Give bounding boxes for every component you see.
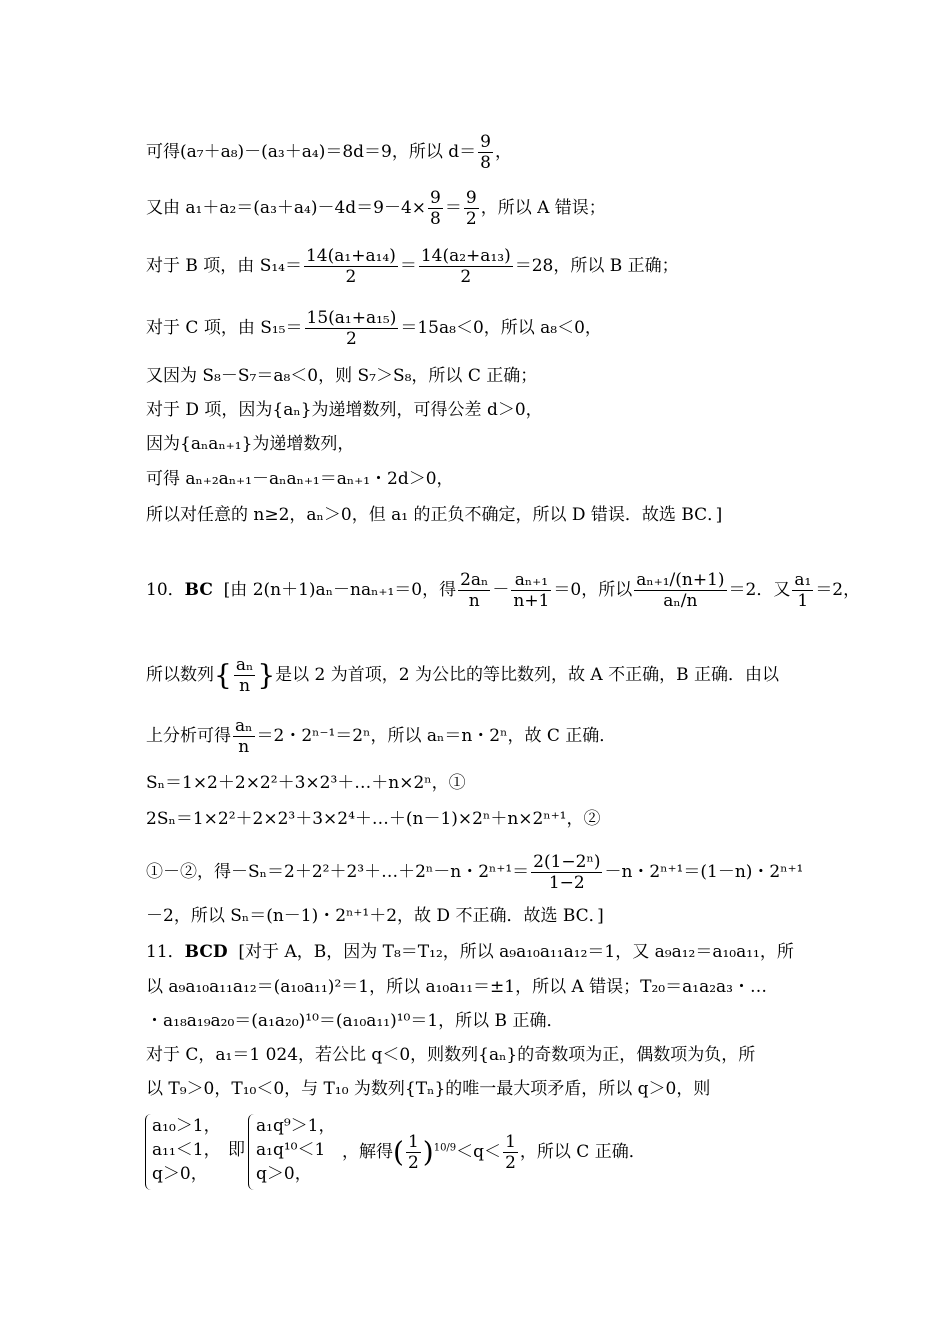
system-row: a₁q⁹＞1， [256, 1116, 336, 1136]
fraction [634, 570, 726, 611]
numerator: 9 [430, 188, 441, 208]
line-7: 因为{aₙaₙ₊₁}为递增数列， [146, 434, 355, 454]
numerator: 9 [480, 132, 491, 152]
denominator: 1−2 [548, 873, 585, 893]
text: ＝2．又 [728, 580, 791, 600]
denominator: 2 [465, 209, 477, 229]
numerator: 2aₙ [460, 570, 489, 590]
system-row: a₁₀＞1， [152, 1116, 221, 1136]
line-22 [342, 1132, 646, 1173]
text: 所以数列 [146, 665, 214, 685]
text: 对于 C 项，由 S₁₅＝ [146, 318, 303, 338]
text: ＝ [444, 198, 462, 218]
numerator: a₁ [794, 570, 812, 590]
numerator: aₙ₊₁/(n+1) [636, 570, 725, 590]
line-9: 所以对任意的 n≥2，aₙ＞0，但 a₁ 的正负不确定，所以 D 错误．故选 BC．] [146, 505, 723, 525]
text: ＜q＜ [456, 1142, 502, 1162]
line-15 [146, 852, 803, 893]
system-row: q＞0， [152, 1164, 208, 1184]
system-row: q＞0， [256, 1164, 312, 1184]
line-2 [146, 188, 606, 229]
fraction [419, 246, 513, 287]
brace-close: } [257, 658, 276, 692]
line-19: ・a₁₈a₁₉a₂₀＝(a₁a₂₀)¹⁰＝(a₁₀a₁₁)¹⁰＝1，所以 B 正确． [146, 1011, 564, 1031]
denominator: aₙ/n [663, 591, 698, 611]
text: 又由 a₁＋a₂＝(a₃＋a₄)－4d＝9－4× [146, 198, 427, 218]
system-1 [152, 1114, 221, 1186]
text: －n・2ⁿ⁺¹＝(1－n)・2ⁿ⁺¹ [604, 862, 804, 882]
text: 是以 2 为首项，2 为公比的等比数列，故 A 不正确，B 正确．由以 [275, 665, 779, 685]
line-20: 对于 C，a₁＝1 024，若公比 q＜0，则数列{aₙ}的奇数项为正，偶数项为负，所 [146, 1045, 756, 1065]
denominator: n [468, 591, 480, 611]
system-row: a₁q¹⁰＜1 [256, 1140, 326, 1160]
system-2 [256, 1114, 335, 1186]
denominator: 8 [430, 209, 441, 229]
fraction [511, 570, 551, 611]
line-13: Sₙ＝1×2＋2×2²＋3×2³＋…＋n×2ⁿ，① [146, 773, 466, 793]
numerator: 9 [465, 188, 477, 208]
text: ＝28，所以 B 正确； [514, 256, 679, 276]
text: ＝15a₈＜0，所以 a₈＜0， [400, 318, 602, 338]
line-8: 可得 aₙ₊₂aₙ₊₁－aₙaₙ₊₁＝aₙ₊₁・2d＞0， [146, 469, 454, 489]
line-5: 又因为 S₈－S₇＝a₈＜0，则 S₇＞S₈，所以 C 正确； [146, 366, 538, 386]
system-brace-1 [145, 1114, 152, 1190]
text: ＝2， [815, 580, 861, 600]
numerator: aₙ₊₁ [511, 570, 551, 591]
text: ， [494, 142, 512, 162]
text: [由 2(n＋1)aₙ－naₙ₊₁＝0，得 [223, 580, 457, 600]
numerator: 1 [505, 1132, 516, 1152]
question-number: 11． [146, 942, 185, 962]
line-1 [146, 132, 512, 173]
numerator: 1 [407, 1132, 419, 1152]
line-14: 2Sₙ＝1×2²＋2×2³＋3×2⁴＋…＋(n－1)×2ⁿ＋n×2ⁿ⁺¹，② [146, 809, 601, 829]
text: ，所以 A 错误； [480, 198, 606, 218]
denominator: 8 [480, 153, 491, 173]
fraction [464, 188, 479, 229]
text: ，所以 C 正确． [519, 1142, 646, 1162]
line-10 [146, 570, 860, 611]
line-16: －2，所以 Sₙ＝(n－1)・2ⁿ⁺¹＋2，故 D 不正确．故选 BC．] [146, 906, 604, 926]
line-11 [146, 655, 779, 696]
system-brace-2 [248, 1114, 255, 1190]
text: ，解得 [342, 1142, 393, 1162]
numerator: 14(a₂+a₁₃) [420, 246, 511, 266]
line-17 [146, 941, 794, 963]
numerator: aₙ [235, 716, 253, 736]
line-21: 以 T₉＞0，T₁₀＜0，与 T₁₀ 为数列{Tₙ}的唯一最大项矛盾，所以 q＞0，则 [146, 1079, 711, 1099]
denominator: 2 [345, 267, 357, 287]
fraction [503, 1132, 518, 1173]
fraction [458, 570, 490, 611]
line-6: 对于 D 项，因为{aₙ}为递增数列，可得公差 d＞0， [146, 400, 543, 420]
text: 可得(a₇＋a₈)－(a₃＋a₄)＝8d＝9，所以 d＝ [146, 142, 477, 162]
numerator: 14(a₁+a₁₄) [305, 246, 396, 266]
denominator: 2 [407, 1153, 419, 1173]
fraction [233, 716, 255, 757]
denominator: 2 [460, 267, 472, 287]
fraction [304, 246, 398, 287]
denominator: 2 [346, 329, 357, 349]
line-12 [146, 716, 616, 757]
denominator: n [238, 737, 250, 757]
numerator: aₙ [235, 655, 254, 675]
fraction [478, 132, 493, 173]
fraction [428, 188, 443, 229]
fraction [531, 852, 602, 893]
text: 对于 B 项，由 S₁₄＝ [146, 256, 302, 276]
question-number: 10． [146, 580, 185, 600]
system-row: a₁₁＜1， [152, 1140, 221, 1160]
denominator: n [239, 676, 251, 696]
fraction [234, 655, 256, 696]
text: － [492, 580, 510, 600]
answer: BC [184, 580, 213, 600]
line-4 [146, 308, 602, 349]
text: ＝0，所以 [553, 580, 633, 600]
numerator: 15(a₁+a₁₅) [306, 308, 397, 328]
brace-open: { [214, 658, 232, 692]
system-connector: 即 [228, 1140, 245, 1160]
text: ＝2・2ⁿ⁻¹＝2ⁿ，所以 aₙ＝n・2ⁿ，故 C 正确． [256, 726, 617, 746]
fraction [406, 1132, 421, 1173]
paren-close: ) [422, 1135, 434, 1169]
denominator: n+1 [513, 591, 550, 611]
answer: BCD [184, 942, 228, 962]
exponent: 10/9 [433, 1142, 457, 1154]
text: ＝ [399, 256, 417, 276]
line-18: 以 a₉a₁₀a₁₁a₁₂＝(a₁₀a₁₁)²＝1，所以 a₁₀a₁₁＝±1，所以 A 错误；T₂₀＝a₁a₂a₃・… [146, 977, 767, 997]
text: ①－②，得－Sₙ＝2＋2²＋2³＋…＋2ⁿ－n・2ⁿ⁺¹＝ [146, 862, 530, 882]
fraction [792, 570, 813, 611]
denominator: 2 [505, 1153, 516, 1173]
fraction [305, 308, 399, 349]
line-3 [146, 246, 679, 287]
text: [对于 A，B，因为 T₈＝T₁₂，所以 a₉a₁₀a₁₁a₁₂＝1，又 a₉a₁₂＝a₁₀a₁₁，所 [238, 942, 794, 962]
text: 上分析可得 [146, 726, 231, 746]
numerator: 2(1−2ⁿ) [533, 852, 601, 872]
paren-open: ( [393, 1135, 404, 1169]
denominator: 1 [797, 591, 809, 611]
